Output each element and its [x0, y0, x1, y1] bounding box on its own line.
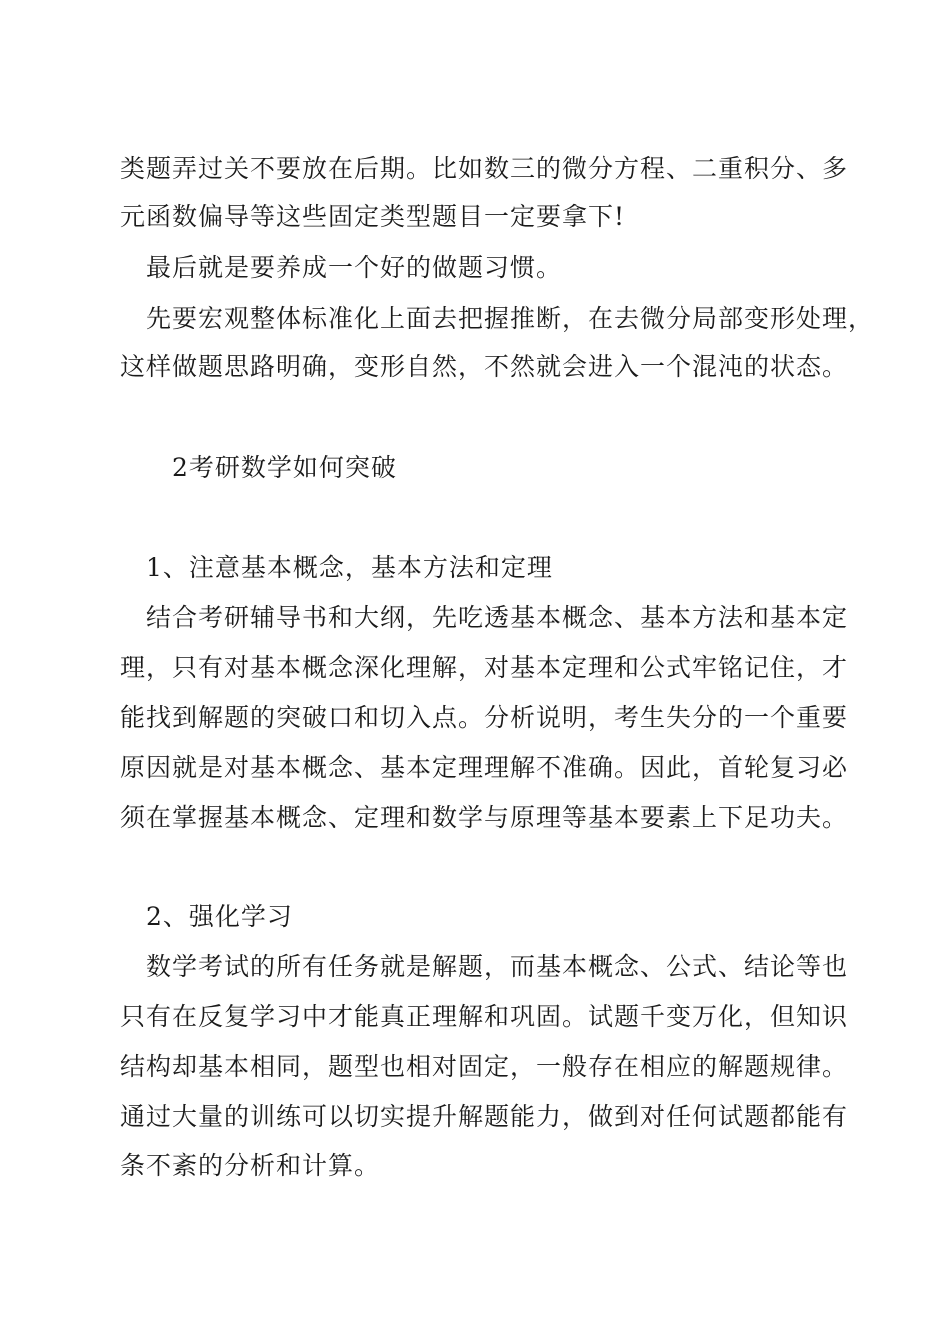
paragraph-line: 原因就是对基本概念、基本定理理解不准确。因此，首轮复习必: [120, 753, 849, 782]
paragraph-line: 结构却基本相同，题型也相对固定，一般存在相应的解题规律。: [120, 1052, 849, 1081]
section-heading: 2考研数学如何突破: [172, 453, 397, 482]
paragraph-line: 条不紊的分析和计算。: [120, 1151, 381, 1180]
paragraph-line: 最后就是要养成一个好的做题习惯。: [146, 253, 563, 282]
paragraph-line: 能找到解题的突破口和切入点。分析说明，考生失分的一个重要: [120, 703, 849, 732]
paragraph-line: 只有在反复学习中才能真正理解和巩固。试题千变万化，但知识: [120, 1002, 849, 1031]
paragraph-line: 理，只有对基本概念深化理解，对基本定理和公式牢铭记住，才: [120, 653, 849, 682]
subheading: 2、强化学习: [146, 902, 293, 931]
paragraph-line: 数学考试的所有任务就是解题，而基本概念、公式、结论等也: [146, 952, 849, 981]
paragraph-line: 通过大量的训练可以切实提升解题能力，做到对任何试题都能有: [120, 1102, 849, 1131]
paragraph-line: 类题弄过关不要放在后期。比如数三的微分方程、二重积分、多: [120, 154, 849, 183]
paragraph-line: 结合考研辅导书和大纲，先吃透基本概念、基本方法和基本定: [146, 603, 849, 632]
subheading: 1、注意基本概念，基本方法和定理: [146, 553, 553, 582]
paragraph-line: 这样做题思路明确，变形自然，不然就会进入一个混沌的状态。: [120, 352, 849, 381]
paragraph-line: 须在掌握基本概念、定理和数学与原理等基本要素上下足功夫。: [120, 803, 849, 832]
paragraph-line: 元函数偏导等这些固定类型题目一定要拿下!: [120, 202, 626, 231]
paragraph-line: 先要宏观整体标准化上面去把握推断，在去微分局部变形处理，: [146, 304, 875, 333]
